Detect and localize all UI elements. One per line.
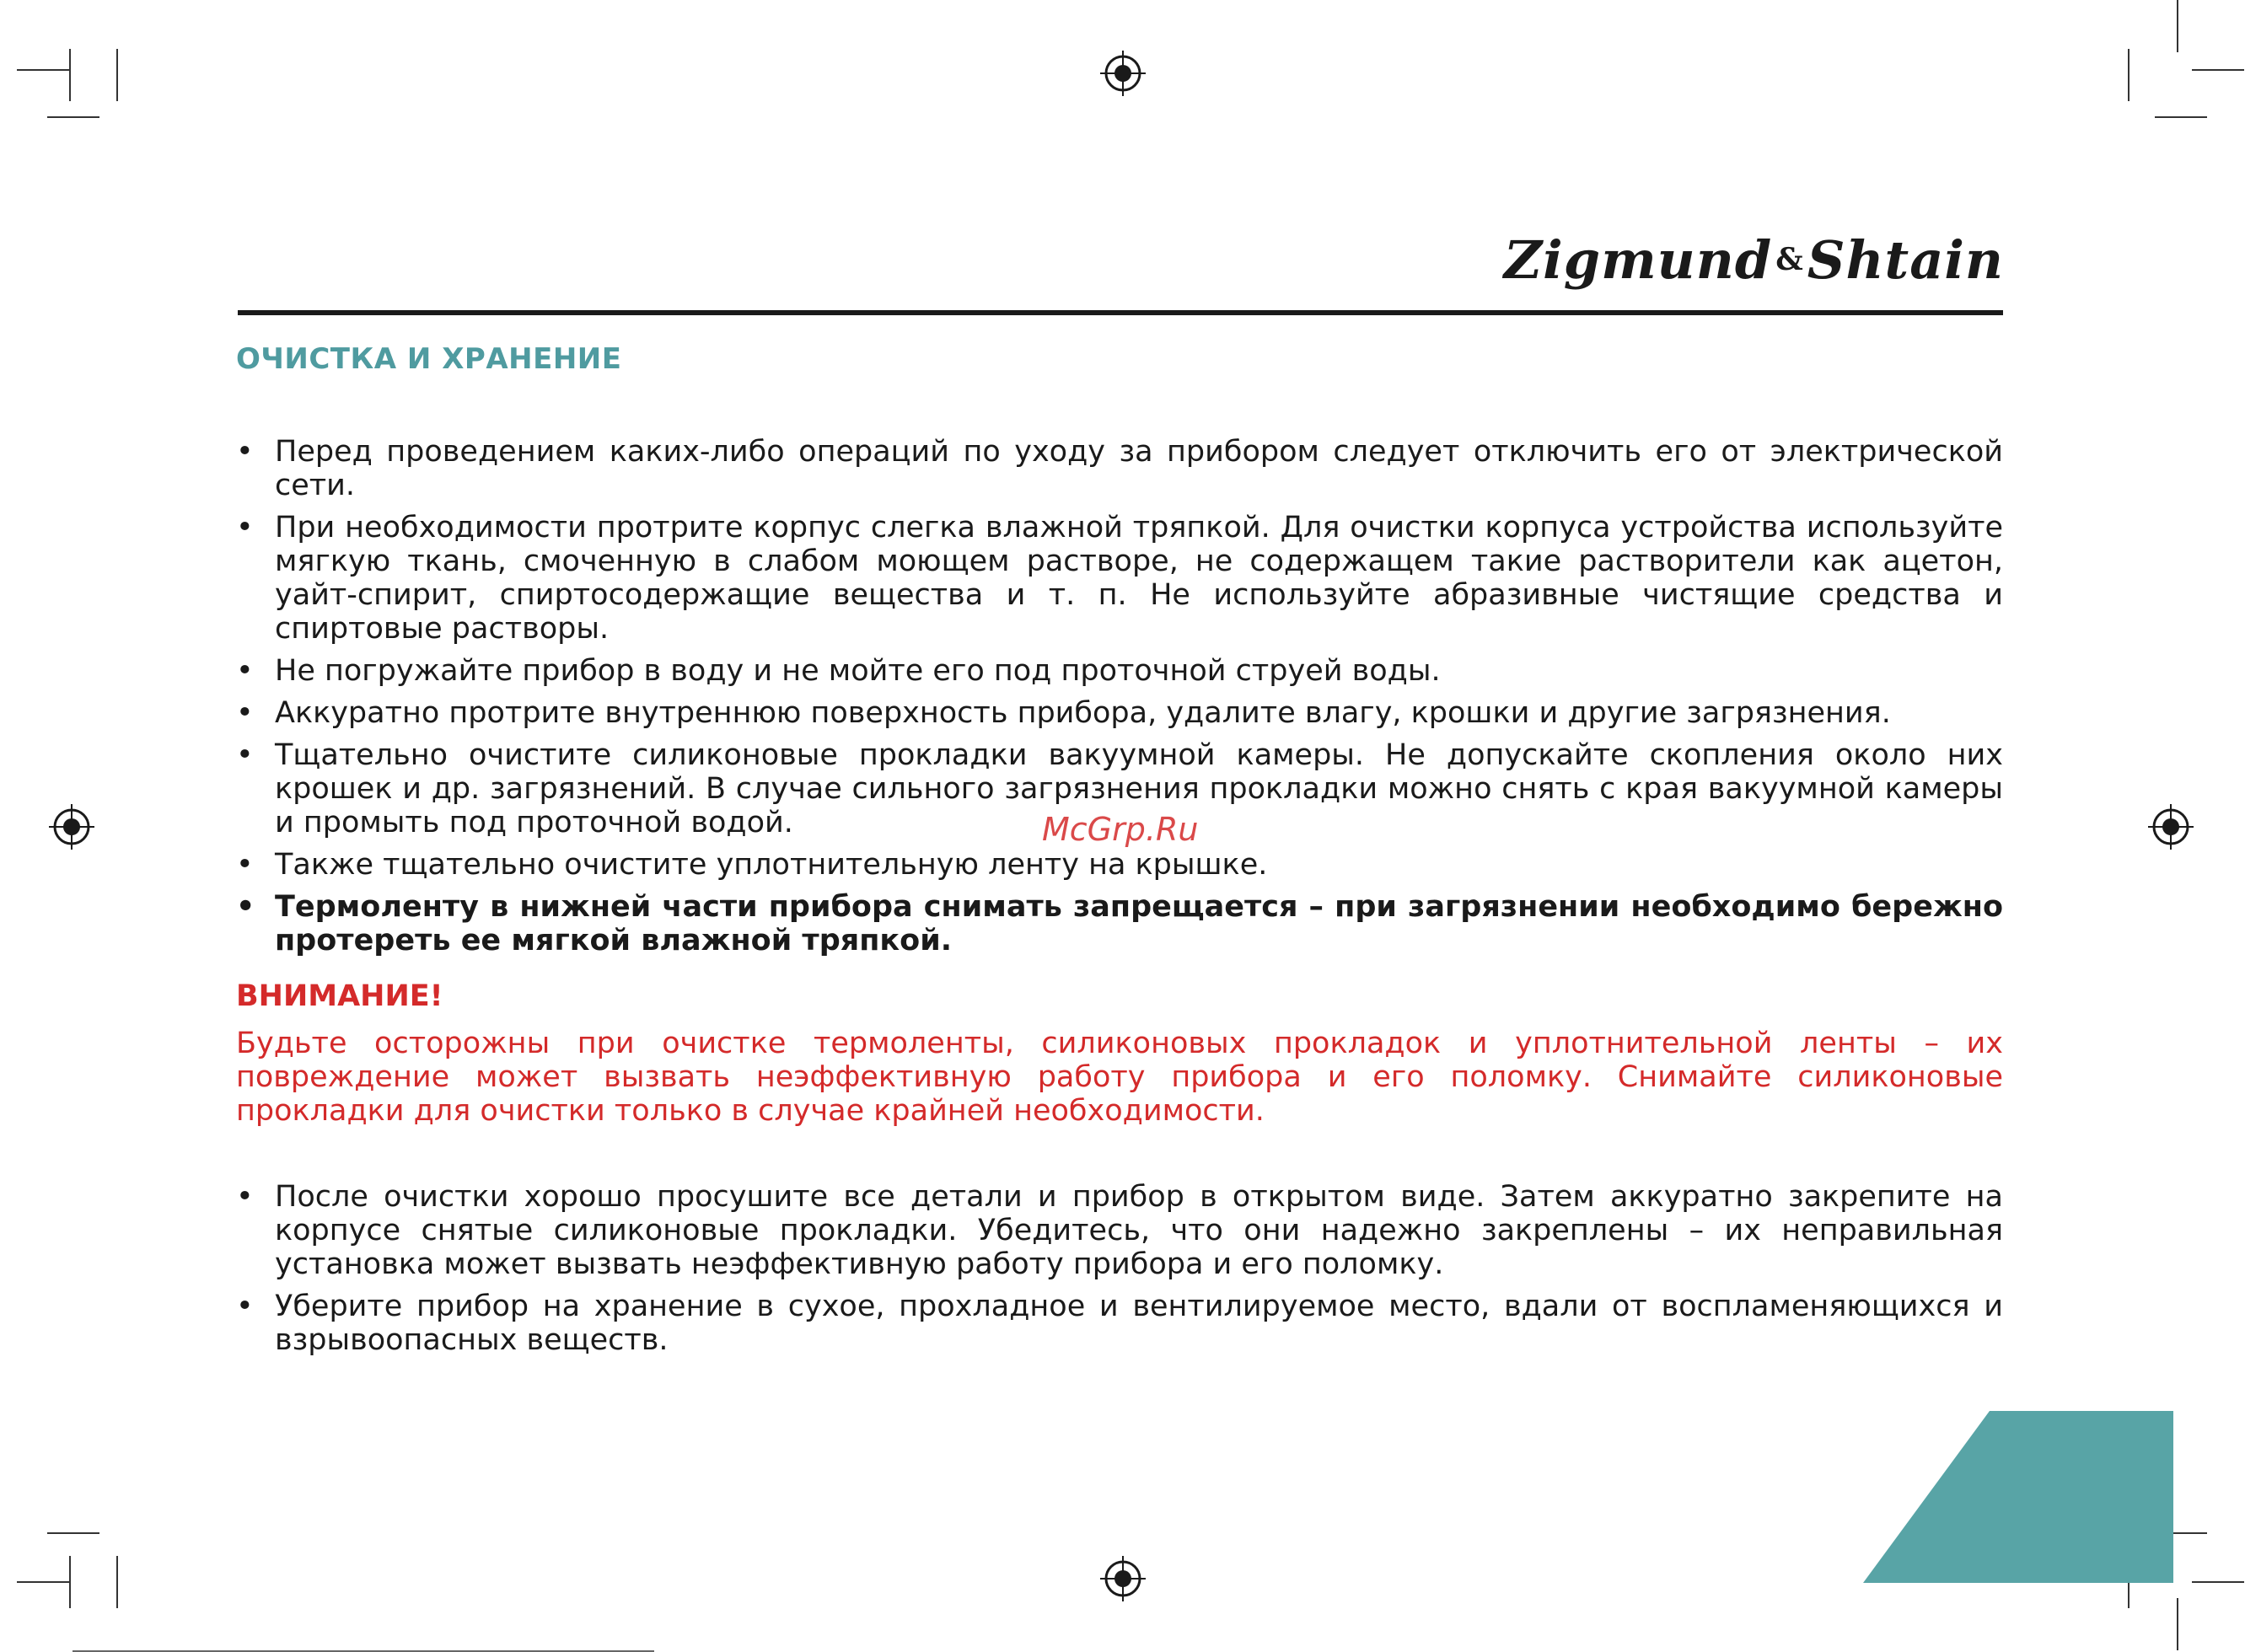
list-item: • Также тщательно очистите уплотнительную ленту на крышке. — [236, 848, 2003, 882]
brand-logo — [1504, 229, 2004, 291]
crop-mark — [69, 1556, 71, 1608]
registration-mark-icon — [1100, 51, 1146, 96]
list-item: • Аккуратно протрите внутреннюю поверхность прибора, удалите влагу, крошки и другие загрязнения. — [236, 696, 2003, 730]
crop-mark — [69, 49, 71, 101]
instructions-list-bottom — [236, 1180, 2003, 1365]
registration-mark-icon — [1100, 1556, 1146, 1601]
crop-mark — [2177, 1598, 2178, 1650]
crop-mark — [47, 116, 99, 118]
list-item: • При необходимости протрите корпус слегка влажной тряпкой. Для очистки корпуса устройства используйте мягкую ткань, смоченную в слабом моющем растворе, не содержащем такие растворители как ацетон, уайт-спирит, спиртосодержащие вещества и т. п. Не используйте абразивные чистящие средства и спиртовые растворы. — [236, 511, 2003, 646]
list-item: • Тщательно очистите силиконовые прокладки вакуумной камеры. Не допускайте скопления около них крошек и др. загрязнений. В случае сильного загрязнения прокладки можно снять с края вакуумной камеры и промыть под проточной водой. — [236, 738, 2003, 839]
crop-mark — [116, 1556, 118, 1608]
list-item-bold: • Термоленту в нижней части прибора снимать запрещается – при загрязнении необходимо бережно протереть ее мягкой влажной тряпкой. — [236, 890, 2003, 957]
crop-mark — [2128, 49, 2130, 101]
warning-text: Будьте осторожны при очистке термоленты, силиконовых прокладок и уплотнительной ленты – их повреждение может вызвать неэффективную работу прибора и его поломку. Снимайте силиконовые прокладки для очистки только в случае крайней необходимости. — [236, 1027, 2003, 1128]
warning-title: ВНИМАНИЕ! — [236, 979, 443, 1013]
crop-mark — [17, 1581, 69, 1583]
crop-mark — [2155, 116, 2207, 118]
logo-word-right: Shtain — [1807, 229, 2004, 291]
crop-mark — [47, 1532, 99, 1534]
section-title: ОЧИСТКА И ХРАНЕНИЕ — [236, 342, 622, 376]
header-divider — [238, 310, 2003, 315]
crop-mark — [2192, 1581, 2244, 1583]
watermark: McGrp.Ru — [1042, 811, 1199, 848]
registration-mark-icon — [49, 804, 94, 850]
corner-decoration — [1863, 1411, 2173, 1583]
crop-mark — [2192, 69, 2244, 71]
list-item: • Уберите прибор на хранение в сухое, прохладное и вентилируемое место, вдали от воспламеняющихся и взрывоопасных веществ. — [236, 1290, 2003, 1357]
instructions-list-top — [236, 435, 2003, 966]
crop-mark — [2177, 0, 2178, 52]
crop-mark — [17, 69, 69, 71]
list-item: • После очистки хорошо просушите все детали и прибор в открытом виде. Затем аккуратно закрепите на корпусе снятые силиконовые прокладки. Убедитесь, что они надежно закреплены – их неправильная установка может вызвать неэффективную работу прибора и его поломку. — [236, 1180, 2003, 1281]
logo-ampersand: & — [1775, 242, 1804, 277]
crop-mark — [116, 49, 118, 101]
logo-word-left: Zigmund — [1503, 229, 1773, 291]
registration-mark-icon — [2148, 804, 2194, 850]
list-item: • Не погружайте прибор в воду и не мойте его под проточной струей воды. — [236, 654, 2003, 688]
list-item: • Перед проведением каких-либо операций по уходу за прибором следует отключить его от электрической сети. — [236, 435, 2003, 502]
